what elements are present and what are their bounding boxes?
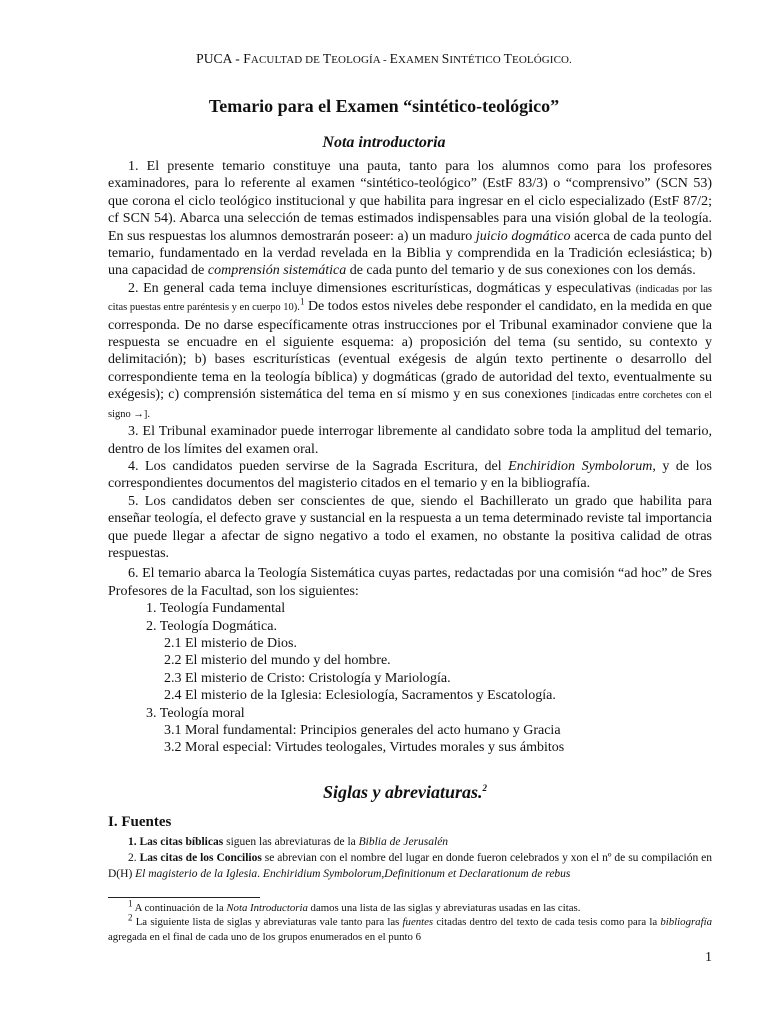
document-title: Temario para el Examen “sintético-teológico”: [208, 96, 560, 116]
paragraph-6: 6. El temario abarca la Teología Sistemática cuyas partes, redactadas por una comisión “ad hoc” de Sres Profesores de la Facultad, son los siguientes:: [108, 566, 712, 599]
outline-item: 3.1 Moral fundamental: Principios generales del acto humano y Gracia: [164, 723, 561, 738]
outline-item: 2.1 El misterio de Dios.: [164, 635, 297, 651]
outline-item: 2.2 El misterio del mundo y del hombre.: [164, 653, 391, 669]
footnote-2: $^2$ La siguiente lista de siglas y abreviaturas vale tanto para las fuentes citadas dentro del texto de cada tesis como para la bibliografía agregada en el final de cada uno de los grupos enumerados en el punto 6: [108, 912, 712, 943]
outline-item: 3. Teología moral: [146, 705, 245, 721]
footnote-ref-2: 2: [482, 783, 487, 793]
outline-item: 2.4 El misterio de la Iglesia: Eclesiología, Sacramentos y Escatología.: [164, 688, 556, 704]
outline-item: 2.3 El misterio de Cristo: Cristología y Mariología.: [164, 670, 451, 686]
fuentes-heading: I. Fuentes: [108, 814, 172, 830]
outline-item: 1. Teología Fundamental: [146, 601, 286, 617]
syllabus-outline: [108, 600, 712, 757]
paragraph-4: 4. Los candidatos pueden servirse de la Sagrada Escritura, del Enchiridion Symbolorum, y de los correspondientes documentos del magisterio citados en el temario y en la bibliografía.: [108, 458, 712, 492]
footnote-ref-1: 1: [299, 296, 305, 307]
paragraph-1: 1. El presente temario constituye una pauta, tanto para los alumnos como para los profesores examinadores, para lo referente al examen “sintético-teológico” (EstF 83/3) o “comprensivo” (SCN 53) que corona el ciclo teológico institucional y que habilita para ingresar en el ciclo especializado (EstF 87/2; cf SCN 54). Abarca una selección de temas estimados indispensables para una visión global de la teología. En sus respuestas los alumnos demostrarán poseer: a) un maduro juicio dogmático acerca de cada punto del temario, fundamentado en la verdad revelada en la Biblia y comprendida en la Tradición eclesiástica; b) una capacidad de comprensión sistemática de cada punto del temario y de sus conexiones con los demás.: [108, 159, 712, 279]
paragraph-3: 3. El Tribunal examinador puede interrogar libremente al candidato sobre toda la amplitud del temario, dentro de los límites del examen oral.: [108, 424, 712, 457]
siglas-heading: Siglas y abreviaturas.$^2$: [322, 782, 487, 802]
fuentes-item-1: 1. Las citas bíblicas siguen las abreviaturas de la Biblia de Jerusalén: [128, 836, 449, 848]
fuentes-body: [108, 834, 712, 882]
intro-body: [108, 158, 712, 757]
fuentes-item-2: 2. Las citas de los Concilios se abrevian con el nombre del lugar en donde fueron celebrados y xon el nº de su compilación en D(H) El magisterio de la Iglesia. Enchiridium Symbolorum,Definitionum et Declarationum de rebus: [108, 852, 712, 880]
paragraph-2: 2. En general cada tema incluye dimensiones escriturísticas, dogmáticas y especulativas (indicadas por las citas puestas entre paréntesis y en cuerpo 10).$^1$ De todos estos niveles debe responder el candidato, en la medida en que corresponda. De no darse específicamente otras instrucciones por el Tribunal examinador conviene que la respuesta se encuadre en el siguiente esquema: a) proposición del tema (su sentido, su contexto y delimitación); b) bases escriturísticas (eventual exégesis de algún texto pertinente o desarrollo del correspondiente tema en la teología bíblica) y dogmáticas (grado de autoridad del texto, eventualmente su exégesis); c) comprensión sistemática del tema en sí mismo y en sus conexiones [indicadas entre corchetes con el signo →].: [108, 280, 713, 420]
section-subtitle: Nota introductoria: [322, 134, 446, 151]
outline-item: 2. Teología Dogmática.: [146, 618, 277, 634]
footnote-1: $^1$ A continuación de la Nota Introductoria damos una lista de las siglas y abreviaturas usadas en las citas.: [128, 898, 581, 914]
paragraph-5: 5. Los candidatos deben ser conscientes de que, siendo el Bachillerato un grado que habilita para enseñar teología, el defecto grave y sustancial en la respuesta a un tema determinado reviste tal importancia que puede llegar a afectar de signo negativo a todo el examen, no obstante la positiva calidad de otras respuestas.: [108, 493, 712, 561]
page-number: 1: [705, 950, 712, 965]
running-header: PUCA - FACULTAD DE TEOLOGÍA - EXAMEN SINTÉTICO TEOLÓGICO.: [196, 51, 572, 66]
outline-item: 3.2 Moral especial: Virtudes teologales, Virtudes morales y sus ámbitos: [164, 740, 565, 756]
